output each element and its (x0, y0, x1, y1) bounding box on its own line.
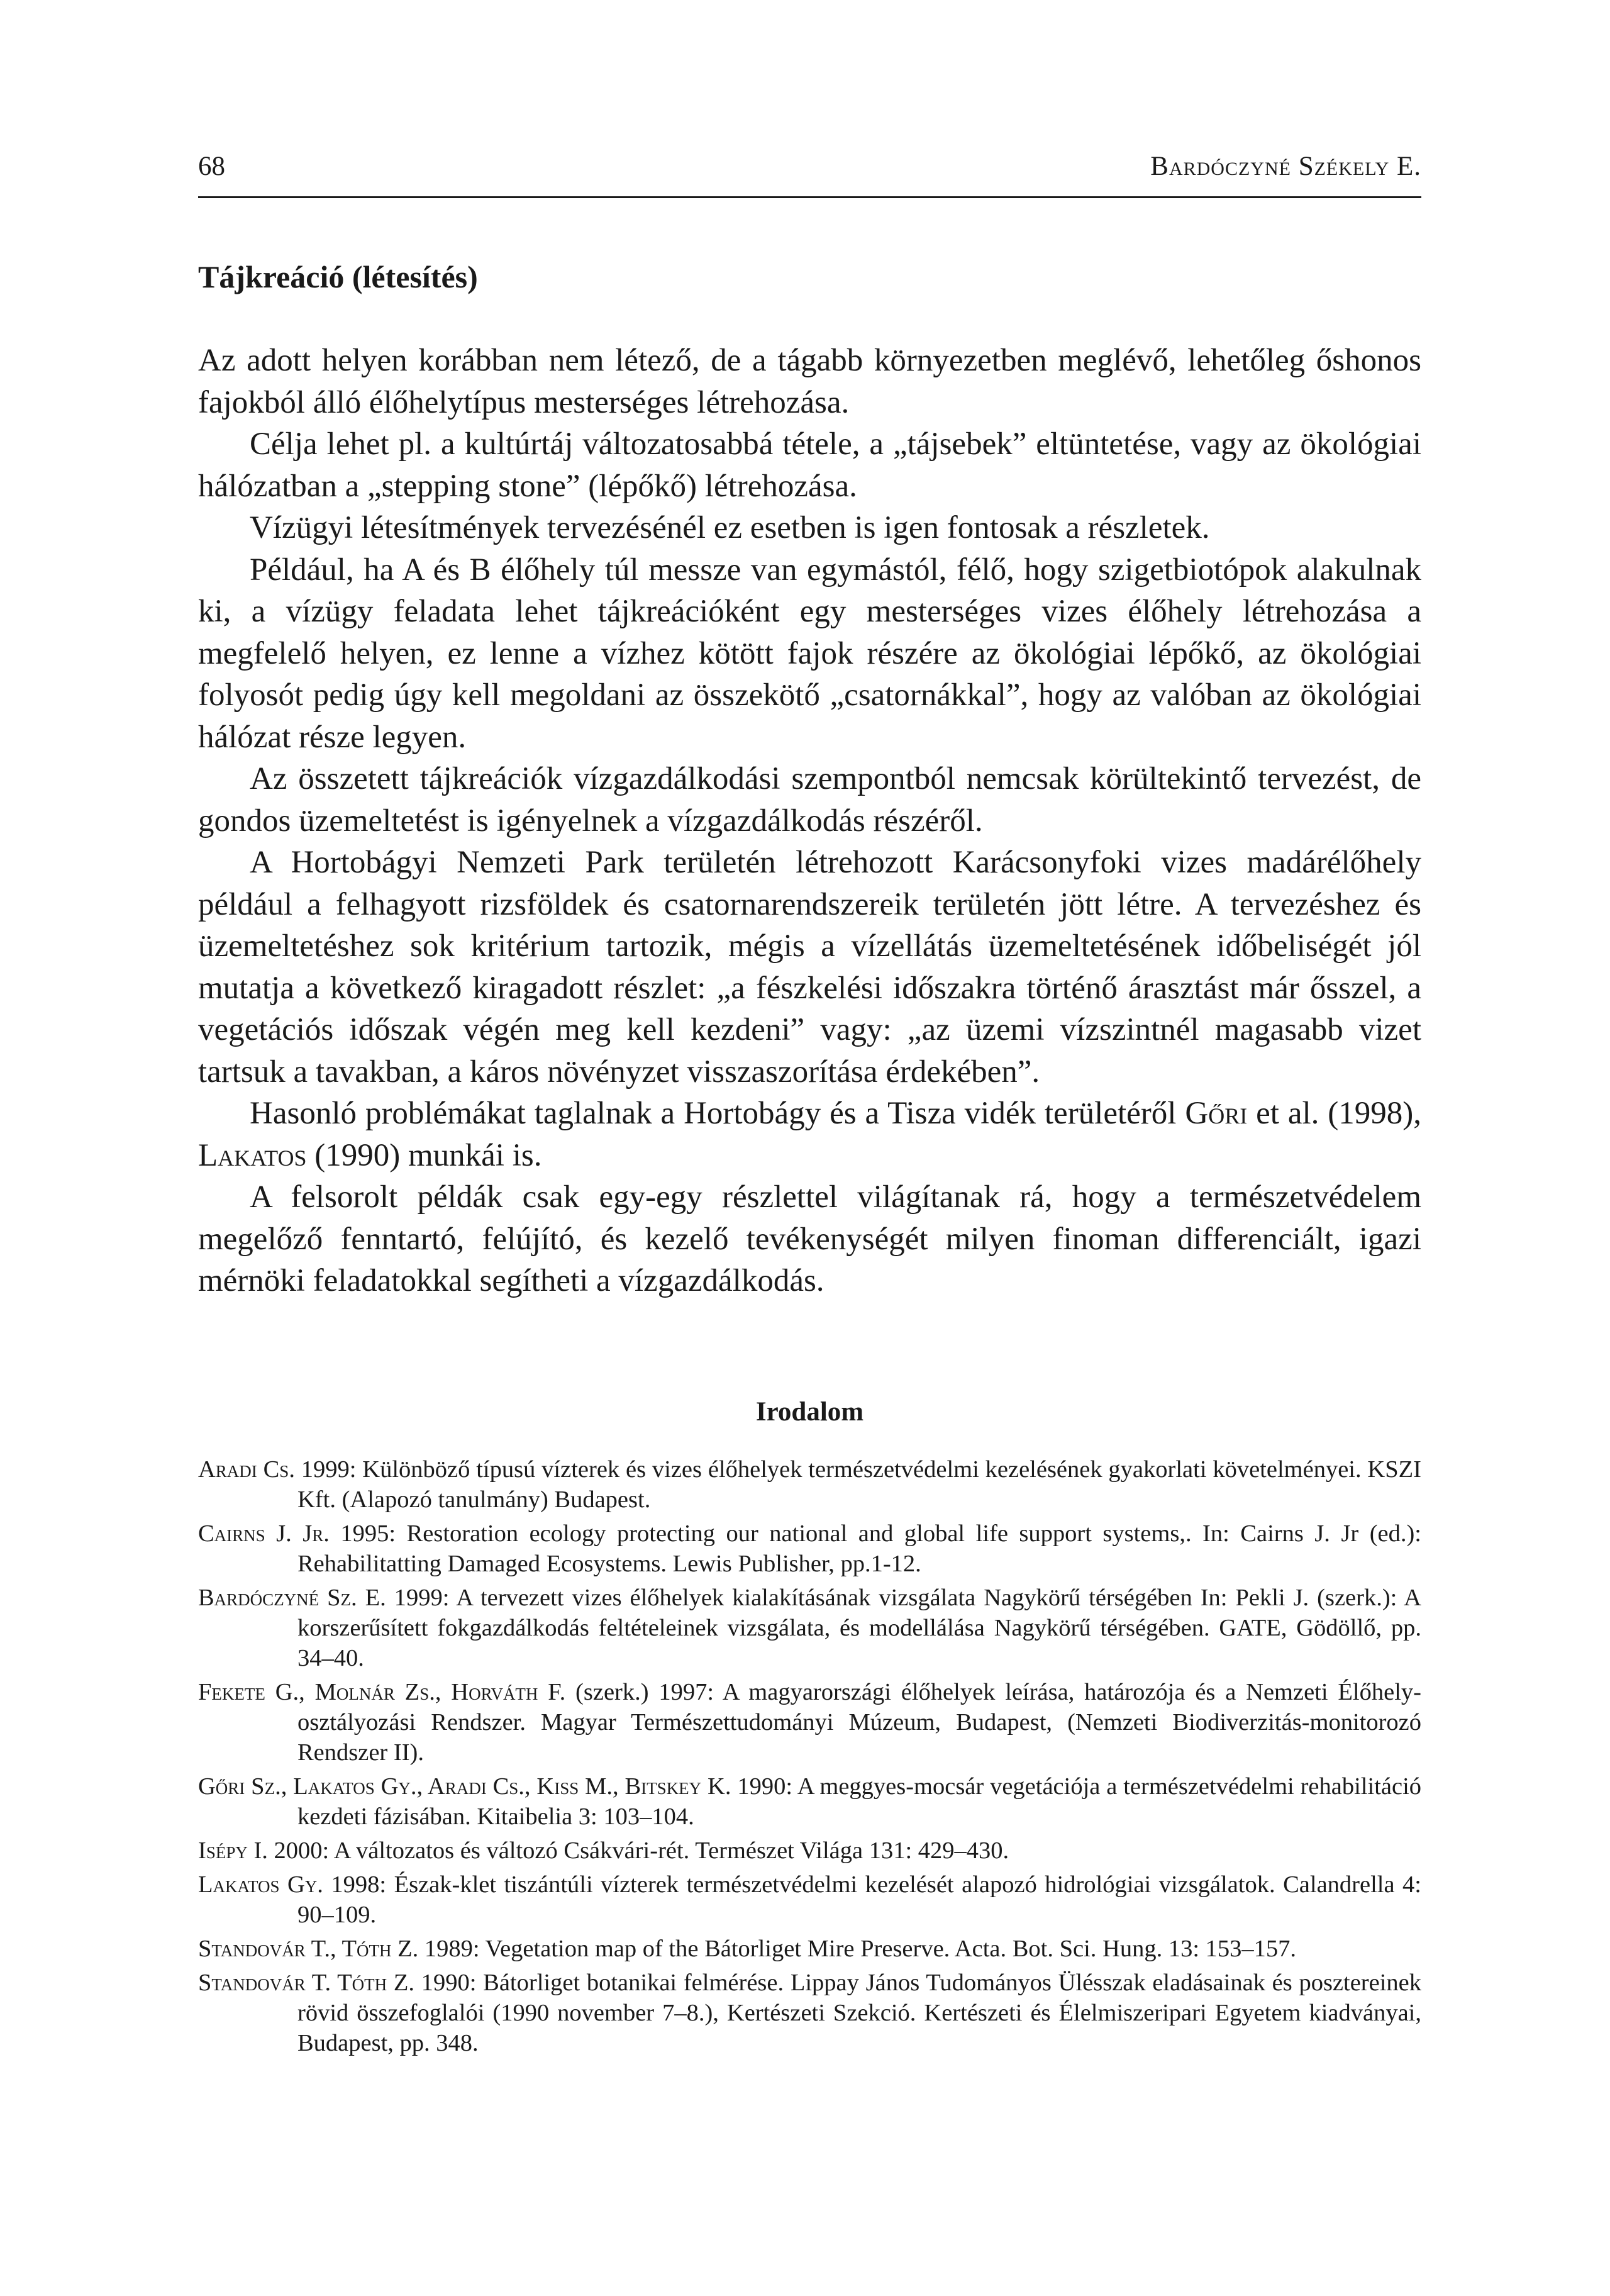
reference-text: 1999: A tervezett vizes élőhelyek kialakításának vizsgálata Nagykörű térségében In: Pekli J. (szerk.): A korszerűsített fokgazdálkodás feltételeinek vizsgálata, és modellálása Nagykörű térségében. GATE, Gödöllő, pp. 34–40. (297, 1584, 1421, 1671)
reference-authors: Standovár T., Tóth Z. (198, 1935, 419, 1962)
reference-authors: Fekete G., Molnár Zs., Horváth F. (198, 1678, 566, 1705)
reference-text: 2000: A változatos és változó Csákvári-rét. Természet Világa 131: 429–430. (267, 1837, 1009, 1864)
paragraph: Célja lehet pl. a kultúrtáj változatosabbá tétele, a „tájsebek” eltüntetése, vagy az ökológiai hálózatban a „stepping stone” (lépőkő) létrehozása. (198, 426, 1421, 504)
reference-authors: Cairns J. Jr. (198, 1520, 330, 1547)
reference-item (198, 1870, 1421, 1930)
paragraph-text: (1990) munkái is. (306, 1137, 542, 1173)
paragraph: Például, ha A és B élőhely túl messze van egymástól, félő, hogy szigetbiotópok alakulnak ki, a vízügy feladata lehet tájkreációként egy mesterséges vizes élőhely létrehozása a megfelelő helyen, ez lenne a vízhez kötött fajok részére az ökológiai lépőkő, az ökológiai folyosót pedig úgy kell megoldani az összekötő „csatornákkal”, hogy az valóban az ökológiai hálózat része legyen. (198, 552, 1421, 755)
reference-authors: Isépy I. (198, 1837, 268, 1864)
page-number: 68 (198, 152, 225, 181)
reference-item (198, 1454, 1421, 1515)
paragraph: A Hortobágyi Nemzeti Park területén létrehozott Karácsonyfoki vizes madárélőhely például a felhagyott rizsföldek és csatornarendszereik területén jött létre. A tervezéshez és üzemeltetéshez sok kritérium tartozik, mégis a vízellátás üzemeltetésének időbeliségét jól mutatja a következő kiragadott részlet: „a fészkelési időszakra történő árasztást már ősszel, a vegetációs időszak végén meg kell kezdeni” vagy: „az üzemi vízszintnél magasabb vizet tartsuk a tavakban, a káros növényzet visszaszorítása érdekében”. (198, 845, 1421, 1089)
paragraph-text: Hasonló problémákat taglalnak a Hortobágy és a Tisza vidék területéről (250, 1096, 1185, 1131)
reference-item (198, 1771, 1421, 1832)
reference-authors: Bardóczyné Sz. E. (198, 1584, 386, 1611)
paragraph (198, 1093, 1421, 1176)
reference-text: 1990: A meggyes-mocsár vegetációja a természetvédelmi rehabilitáció kezdeti fázisában. Kitaibelia 3: 103–104. (297, 1773, 1422, 1830)
reference-item (198, 1583, 1421, 1673)
paragraph: Az adott helyen korábban nem létező, de a tágabb környezetben meglévő, lehetőleg őshonos fajokból álló élőhelytípus mesterséges létrehozása. (198, 343, 1421, 420)
reference-item (198, 1519, 1421, 1579)
reference-text: 1990: Bátorliget botanikai felmérése. Lippay János Tudományos Ülésszak eladásainak és posztereinek rövid összefoglalói (1990 november 7–8.), Kertészeti Szekció. Kertészeti és Élelmiszeripari Egyetem kiadványai, Budapest, pp. 348. (297, 1969, 1421, 2056)
reference-text: 1999: Különböző típusú vízterek és vizes élőhelyek természetvédelmi kezelésének gyakorlati követelményei. KSZI Kft. (Alapozó tanulmány) Budapest. (294, 1456, 1421, 1513)
reference-authors: Lakatos Gy. (198, 1871, 323, 1898)
reference-text: 1998: Észak-klet tiszántúli vízterek természetvédelmi kezelését alapozó hidrológiai vizsgálatok. Calandrella 4: 90–109. (297, 1871, 1421, 1928)
reference-item (198, 1968, 1421, 2058)
paragraph: Vízügyi létesítmények tervezésénél ez esetben is igen fontosak a részletek. (250, 510, 1210, 545)
reference-authors: Aradi Cs. (198, 1456, 295, 1483)
section-title: Tájkreáció (létesítés) (198, 259, 478, 294)
reference-authors: Gőri Sz., Lakatos Gy., Aradi Cs., Kiss M., Bitskey K. (198, 1773, 731, 1800)
cited-author: Lakatos (198, 1137, 307, 1173)
cited-author: Gőri (1185, 1096, 1248, 1131)
running-header (198, 151, 1421, 198)
reference-item (198, 1677, 1421, 1768)
reference-text: (szerk.) 1997: A magyarországi élőhelyek leírása, határozója és a Nemzeti Élőhely-osztályozási Rendszer. Magyar Természettudományi Múzeum, Budapest, (Nemzeti Biodiverzitás-monitorozó Rendszer II). (297, 1678, 1421, 1766)
reference-authors: Standovár T. Tóth Z. (198, 1969, 414, 1996)
document-page (198, 151, 1421, 2062)
reference-text: 1995: Restoration ecology protecting our national and global life support systems,. In: Cairns J. Jr (ed.): Rehabilitatting Damaged Ecosystems. Lewis Publisher, pp.1-12. (297, 1520, 1422, 1577)
paragraph: Az összetett tájkreációk vízgazdálkodási szempontból nemcsak körültekintő tervezést, de gondos üzemeltetést is igényelnek a vízgazdálkodás részéről. (198, 761, 1421, 839)
reference-item (198, 1934, 1421, 1964)
body-text (198, 340, 1421, 1302)
reference-text: 1989: Vegetation map of the Bátorliget Mire Preserve. Acta. Bot. Sci. Hung. 13: 153–157. (418, 1935, 1297, 1962)
reference-list (198, 1454, 1421, 2058)
running-author: Bardóczyné Székely E. (1150, 152, 1421, 181)
paragraph: A felsorolt példák csak egy-egy részlettel világítanak rá, hogy a természetvédelem megelőző fenntartó, felújító, és kezelő tevékenységét milyen finoman differenciált, igazi mérnöki feladatokkal segítheti a vízgazdálkodás. (198, 1179, 1421, 1298)
reference-item (198, 1836, 1421, 1866)
references-heading: Irodalom (755, 1396, 864, 1427)
paragraph-text: et al. (1998), (1247, 1096, 1422, 1131)
